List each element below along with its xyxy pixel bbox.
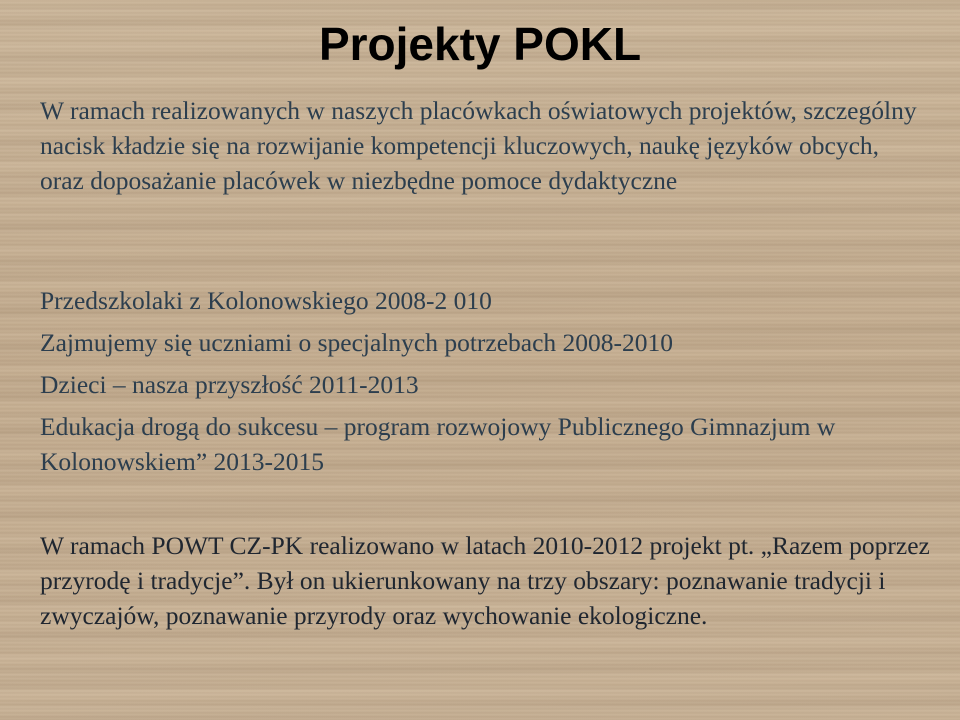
powt-paragraph: W ramach POWT CZ-PK realizowano w latach 2010-2012 projekt pt. „Razem poprzez przyrodę i tradycje”. Był on ukierunkowany na trzy obszary: poznawanie tradycji i zwyczajów, poznawanie przyrody oraz wychowanie ekologiczne. (40, 531, 930, 630)
project-item: Przedszkolaki z Kolonowskiego 2008-2 010 (40, 286, 492, 315)
project-item: Dzieci – nasza przyszłość 2011-2013 (40, 370, 419, 399)
project-item: Edukacja drogą do sukcesu – program rozwojowy Publicznego Gimnazjum w Kolonowskiem” 2013-2015 (40, 412, 836, 476)
slide-title: Projekty POKL (318, 18, 642, 70)
intro-paragraph: W ramach realizowanych w naszych placówkach oświatowych projektów, szczególny nacisk kładzie się na rozwijanie kompetencji kluczowych, naukę języków obcych, oraz doposażanie placówek w niezbędne pomoce dydaktyczne (40, 96, 917, 195)
project-item: Zajmujemy się uczniami o specjalnych potrzebach 2008-2010 (40, 328, 674, 357)
project-list (40, 283, 945, 486)
